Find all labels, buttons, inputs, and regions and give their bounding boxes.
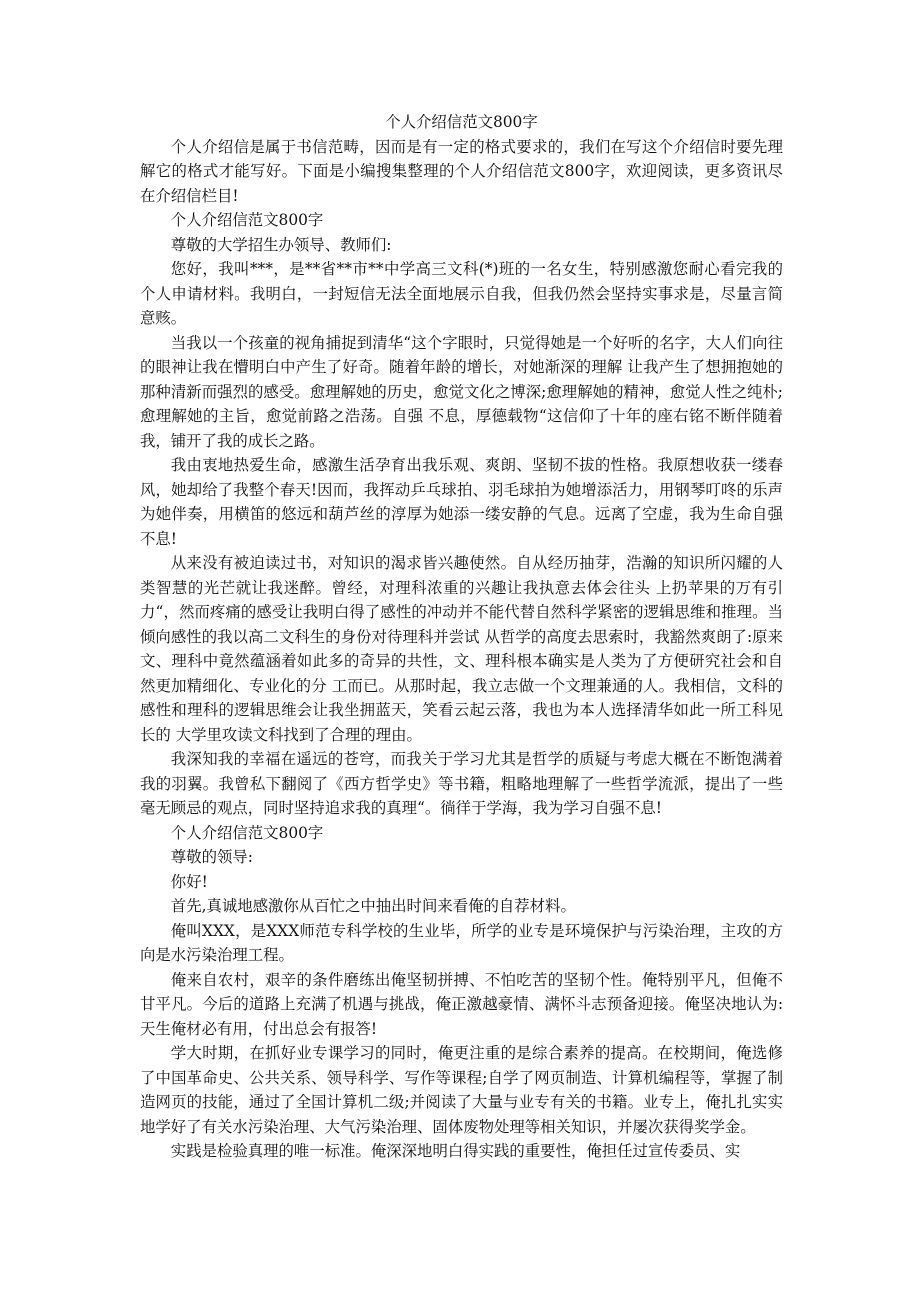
paragraph-body: 俺叫XXX，是XXX师范专科学校的生业毕，所学的业专是环境保护与污染治理，主攻的方向是水污染治理工程。 bbox=[140, 921, 783, 964]
paragraph-body: 学大时期，在抓好业专课学习的同时，俺更注重的是综合素养的提高。在校期间，俺选修了中国革命史、公共关系、领导科学、写作等课程;自学了网页制造、计算机编程等，掌握了制造网页的技能，通过了全国计算机二级;并阅读了大量与业专有关的书籍。业专上，俺扎扎实实地学好了有关水污染治理、大气污染治理、固体废物处理等相关知识，并屡次获得奖学金。 bbox=[140, 1044, 783, 1136]
paragraph-body: 我由衷地热爱生命，感激生活孕育出我乐观、爽朗、坚韧不拔的性格。我原想收获一缕春风，她却给了我整个春天!因而，我挥动乒乓球拍、羽毛球拍为她增添活力，用钢琴叮咚的乐声为她伴奏，用横笛的悠远和葫芦丝的淳厚为她添一缕安静的气息。远离了空虚，我为生命自强不息! bbox=[140, 456, 783, 548]
document-title: 个人介绍信范文800字 bbox=[385, 113, 538, 131]
paragraph-body: 从来没有被迫读过书，对知识的渴求皆兴趣使然。自从经历抽芽，浩瀚的知识所闪耀的人类智慧的光芒就让我迷醉。曾经，对理科浓重的兴趣让我执意去体会往头 上扔苹果的万有引力“，然而疼痛的感受让我明白得了感性的冲动并不能代替自然科学紧密的逻辑思维和推理。当倾向感性的我以高二文科生的身份对待理科并尝试 从哲学的高度去思索时，我豁然爽朗了:原来文、理科中竟然蕴涵着如此多的奇异的共性，文、理科根本确实是人类为了方便研究社会和自然更加精细化、专业化的分 工而已。从那时起，我立志做一个文理兼通的人。我相信，文科的感性和理科的逻辑思维会让我坐拥蓝天，笑看云起云落，我也为本人选择清华如此一所工科见长的 大学里攻读文科找到了合理的理由。 bbox=[140, 554, 783, 744]
paragraph-subtitle-1: 个人介绍信范文800字 bbox=[170, 211, 324, 229]
paragraph-body: 俺来自农村，艰辛的条件磨练出俺坚韧拼搏、不怕吃苦的坚韧个性。俺特别平凡，但俺不甘平凡。今后的道路上充满了机遇与挑战，俺正激越豪情、满怀斗志预备迎接。俺坚决地认为:天生俺材必有用，付出总会有报答! bbox=[140, 970, 783, 1038]
paragraph-body: 我深知我的幸福在遥远的苍穹，而我关于学习尤其是哲学的质疑与考虑大概在不断饱满着我的羽翼。我曾私下翻阅了《西方哲学史》等书籍，粗略地理解了一些哲学流派，提出了一些毫无顾忌的观点，同时坚持追求我的真理“。徜徉于学海，我为学习自强不息! bbox=[140, 750, 783, 817]
paragraph-greeting: 你好! bbox=[170, 872, 208, 891]
document-page bbox=[140, 110, 783, 1164]
paragraph-subtitle-2: 个人介绍信范文800字 bbox=[170, 823, 324, 842]
paragraph-body: 首先,真诚地感激你从百忙之中抽出时间来看俺的自荐材料。 bbox=[170, 897, 576, 915]
paragraph-salutation-2: 尊敬的领导: bbox=[170, 848, 253, 866]
paragraph-body: 您好，我叫***，是**省**市**中学高三文科(*)班的一名女生，特别感激您耐心看完我的个人申请材料。我明白，一封短信无法全面地展示自我，但我仍然会坚持实事求是，尽量言简意赅。 bbox=[140, 260, 783, 327]
paragraph-body: 实践是检验真理的唯一标准。俺深深地明白得实践的重要性，俺担任过宣传委员、实 bbox=[170, 1142, 741, 1160]
paragraph-intro: 个人介绍信是属于书信范畴，因而是有一定的格式要求的，我们在写这个介绍信时要先理解它的格式才能写好。下面是小编搜集整理的个人介绍信范文800字，欢迎阅读，更多资讯尽在介绍信栏目! bbox=[140, 137, 783, 205]
paragraph-salutation-1: 尊敬的大学招生办领导、教师们: bbox=[170, 235, 392, 254]
paragraph-body: 当我以一个孩童的视角捕捉到清华“这个字眼时，只觉得她是一个好听的名字，大人们向往的眼神让我在懵明白中产生了好奇。随着年龄的增长，对她渐深的理解 让我产生了想拥抱她的那种清新而强烈的感受。愈理解她的历史，愈觉文化之博深;愈理解她的精神，愈觉人性之纯朴;愈理解她的主旨，愈觉前路之浩荡。自强 不息，厚德载物“这信仰了十年的座右铭不断伴随着我，铺开了我的成长之路。 bbox=[140, 333, 783, 450]
